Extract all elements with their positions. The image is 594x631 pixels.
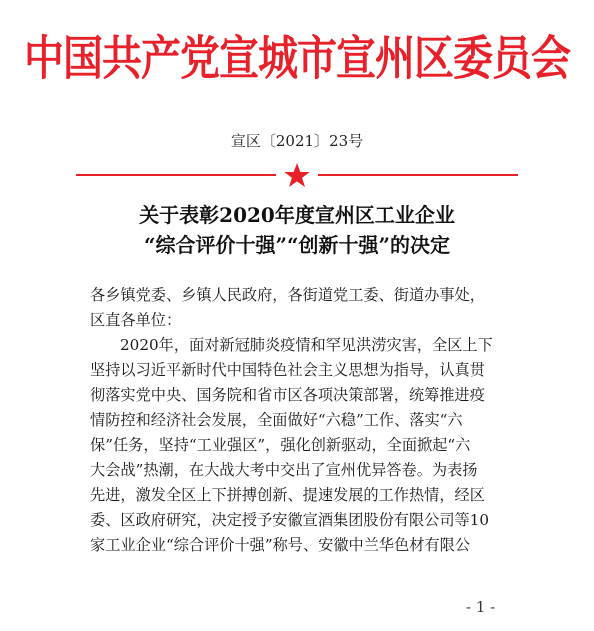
paragraph-line: 大会战”热潮，在大战大考中交出了宣州优异答卷。为表扬: [90, 461, 478, 479]
masthead-org-name: 中国共产党宣城市宣州区委员会: [24, 31, 570, 87]
paragraph-line: 委、区政府研究，决定授予安徽宣酒集团股份有限公司等10: [90, 511, 490, 529]
red-star-icon: [283, 162, 311, 188]
salutation-line: 各乡镇党委、乡镇人民政府，各街道党工委、街道办事处，: [90, 286, 485, 304]
paragraph-line: 先进，激发全区上下拼搏创新、提速发展的工作热情，经区: [90, 486, 485, 504]
paragraph-line: 2020年，面对新冠肺炎疫情和罕见洪涝灾害，全区上下: [120, 336, 493, 354]
paragraph-line: 坚持以习近平新时代中国特色社会主义思想为指导，认真贯: [90, 361, 485, 379]
divider-line-right: [318, 174, 518, 176]
document-body: [90, 283, 510, 558]
title-line-2: “综合评价十强”“创新十强”的决定: [143, 233, 450, 257]
paragraph-line: 保”任务，坚持“工业强区”，强化创新驱动，全面掀起“六: [90, 436, 471, 454]
document-number: 宣区〔2021〕23号: [230, 132, 364, 150]
paragraph-line: 情防控和经济社会发展，全面做好“六稳”工作、落实“六: [90, 411, 463, 429]
page-number: - 1 -: [466, 598, 496, 616]
document-title: [0, 200, 594, 260]
salutation-line: 区直各单位：: [90, 311, 182, 329]
paragraph-line: 家工业企业“综合评价十强”称号、安徽中兰华色材有限公: [90, 536, 471, 554]
divider-line-left: [76, 174, 276, 176]
paragraph-line: 彻落实党中央、国务院和省市区各项决策部署，统筹推进疫: [90, 386, 485, 404]
red-divider: [76, 166, 518, 184]
title-line-1: 关于表彰2020年度宣州区工业企业: [139, 203, 455, 227]
